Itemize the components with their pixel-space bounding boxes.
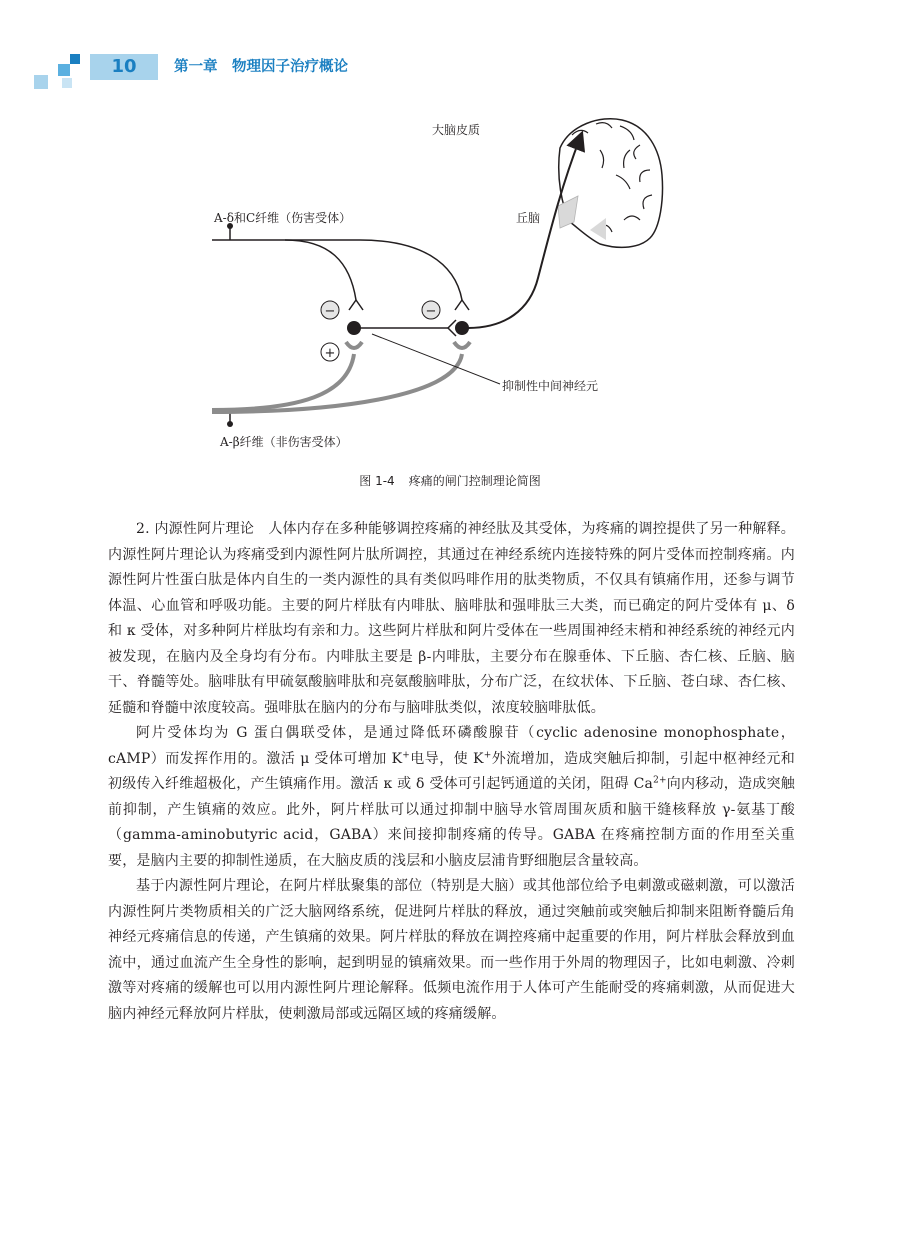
- a-delta-c-fiber-line: [212, 240, 356, 300]
- chapter-title: 第一章 物理因子治疗概论: [174, 59, 348, 75]
- gate-control-figure: [0, 0, 900, 470]
- a-delta-c-fiber-label: A-δ和C纤维（伤害受体）: [214, 211, 352, 225]
- left-excitatory-synapse: [346, 342, 362, 348]
- cortex-label: 大脑皮质: [432, 123, 481, 137]
- gate-control-diagram: [0, 0, 900, 470]
- left-inhibitory-synapse: [349, 300, 363, 310]
- inhibitory-interneuron: [347, 321, 361, 335]
- figure-title: 疼痛的闸门控制理论简图: [408, 474, 541, 488]
- a-beta-fiber-terminal: [227, 421, 233, 427]
- figure-caption: [0, 472, 900, 489]
- a-beta-fiber-label: A-β纤维（非伤害受体）: [220, 435, 348, 449]
- paragraph: 阿片受体均为 G 蛋白偶联受体，是通过降低环磷酸腺苷（cyclic adenosine monophosphate，cAMP）而发挥作用的。激活 μ 受体可增加 K+电导，使 K+外流增加，造成突触后抑制，引起中枢神经元和初级传入纤维超极化，产生镇痛作用。激活 κ 或 δ 受体可引起钙通道的关闭，阻碍 $Ca^{2+}$向内移动，造成突触前抑制，产生镇痛的效应。此外，阿片样肽可以通过抑制中脑导水管周围灰质和脑干缝核释放 γ-氨基丁酸（gamma-aminobutyric acid，GABA）来间接抑制疼痛的传导。GABA 在疼痛控制方面的作用至关重要，是脑内主要的抑制性递质，在大脑皮质的浅层和小脑皮层浦肯野细胞层含量较高。: [108, 725, 796, 869]
- figure-number: 图 1-4: [359, 474, 395, 488]
- a-delta-c-fiber-branch: [285, 240, 462, 300]
- brain-outline: [559, 119, 663, 248]
- interneuron-leader-line: [372, 334, 500, 384]
- minus-sign: −: [324, 304, 336, 319]
- body-text: [108, 517, 795, 1027]
- paragraph: 2. 内源性阿片理论 人体内存在多种能够调控疼痛的神经肽及其受体，为疼痛的调控提供了另一种解释。内源性阿片理论认为疼痛受到内源性阿片肽所调控，其通过在神经系统内连接特殊的阿片受体而控制疼痛。内源性阿片性蛋白肽是体内自生的一类内源性的具有类似吗啡作用的肽类物质，不仅具有镇痛作用，还参与调节体温、心血管和呼吸功能。主要的阿片样肽有内啡肽、脑啡肽和强啡肽三大类，而已确定的阿片受体有 μ、δ 和 κ 受体，对多种阿片样肽均有亲和力。这些阿片样肽和阿片受体在一些周围神经末梢和神经系统的神经元内被发现，在脑内及全身均有分布。内啡肽主要是 β-内啡肽，主要分布在腺垂体、下丘脑、杏仁核、丘脑、脑干、脊髓等处。脑啡肽有甲硫氨酸脑啡肽和亮氨酸脑啡肽，分布广泛，在纹状体、下丘脑、苍白球、杏仁核、延髓和脊髓中浓度较高。强啡肽在脑内的分布与脑啡肽类似，浓度较脑啡肽低。: [108, 521, 795, 716]
- interneuron-label: 抑制性中间神经元: [502, 379, 599, 393]
- minus-sign: −: [425, 304, 437, 319]
- interneuron-inhibitory-terminal: [448, 320, 456, 336]
- a-beta-fiber-line: [212, 354, 354, 410]
- thalamus-label: 丘脑: [516, 211, 541, 225]
- plus-sign: +: [324, 346, 336, 361]
- page-number: 10: [111, 56, 137, 77]
- right-excitatory-synapse: [454, 342, 470, 348]
- projection-neuron: [455, 321, 469, 335]
- right-inhibitory-synapse: [455, 300, 469, 310]
- paragraph: 基于内源性阿片理论，在阿片样肽聚集的部位（特别是大脑）或其他部位给予电刺激或磁刺激，可以激活内源性阿片类物质相关的广泛大脑网络系统，促进阿片样肽的释放，通过突触前或突触后抑制来阻断脊髓后角神经元疼痛信息的传递，产生镇痛的效果。阿片样肽的释放在调控疼痛中起重要的作用，阿片样肽会释放到血流中，通过血流产生全身性的影响，起到明显的镇痛效果。而一些作用于外周的物理因子，比如电刺激、冷刺激等对疼痛的缓解也可以用内源性阿片理论解释。低频电流作用于人体可产生能耐受的疼痛刺激，从而促进大脑内神经元释放阿片样肽，使刺激局部或远隔区域的疼痛缓解。: [108, 878, 795, 1022]
